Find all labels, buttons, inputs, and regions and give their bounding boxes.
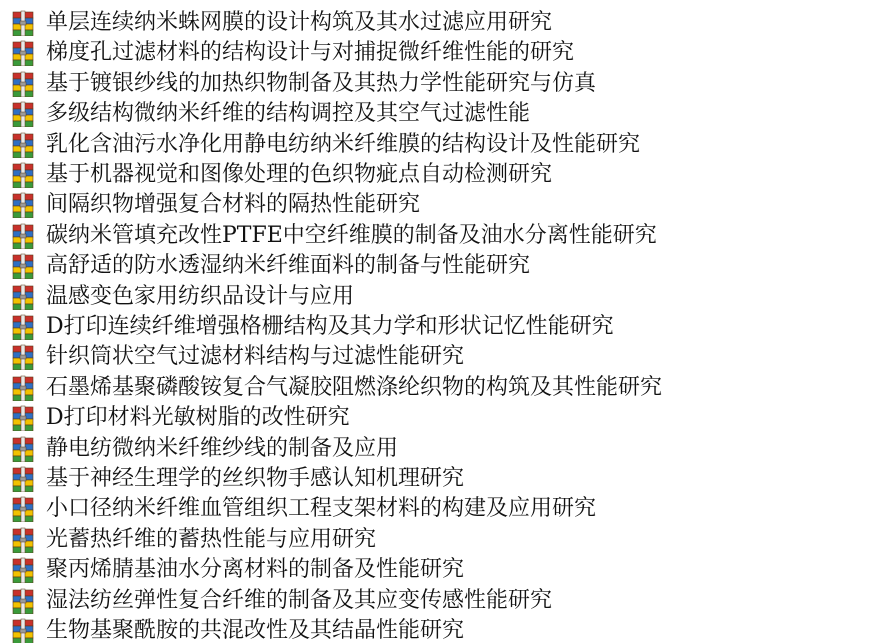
file-name-label: 间隔织物增强复合材料的隔热性能研究 <box>46 192 421 218</box>
file-list-item[interactable] <box>10 99 530 129</box>
file-name-label: 碳纳米管填充改性PTFE中空纤维膜的制备及油水分离性能研究 <box>46 222 657 248</box>
file-name-label: 基于镀银纱线的加热织物制备及其热力学性能研究与仿真 <box>46 70 597 96</box>
file-name-label: 光蓄热纤维的蓄热性能与应用研究 <box>46 526 377 552</box>
file-list-item[interactable] <box>10 38 574 68</box>
rar-archive-icon <box>10 223 36 249</box>
file-name-label: 聚丙烯腈基油水分离材料的制备及性能研究 <box>46 557 465 583</box>
rar-archive-icon <box>10 527 36 553</box>
rar-archive-icon <box>10 405 36 431</box>
file-name-label: 高舒适的防水透湿纳米纤维面料的制备与性能研究 <box>46 253 531 279</box>
rar-archive-icon <box>10 436 36 462</box>
file-name-label: 石墨烯基聚磷酸铵复合气凝胶阻燃涤纶织物的构筑及其性能研究 <box>46 374 663 400</box>
rar-archive-icon <box>10 101 36 127</box>
file-list-item[interactable] <box>10 434 398 464</box>
rar-archive-icon <box>10 466 36 492</box>
file-name-label: 乳化含油污水净化用静电纺纳米纤维膜的结构设计及性能研究 <box>46 131 641 157</box>
file-name-label: D打印连续纤维增强格栅结构及其力学和形状记忆性能研究 <box>46 314 614 339</box>
rar-archive-icon <box>10 253 36 279</box>
rar-archive-icon <box>10 162 36 188</box>
rar-archive-icon <box>10 10 36 36</box>
file-name-label: 静电纺微纳米纤维纱线的制备及应用 <box>46 435 399 461</box>
file-name-label: 梯度孔过滤材料的结构设计与对捕捉微纤维性能的研究 <box>46 40 575 66</box>
rar-archive-icon <box>10 557 36 583</box>
file-name-label: D打印材料光敏树脂的改性研究 <box>46 405 350 431</box>
file-list-item[interactable] <box>10 555 464 585</box>
file-list-item[interactable] <box>10 69 596 99</box>
file-list-item[interactable] <box>10 616 464 643</box>
file-list-item[interactable] <box>10 221 657 251</box>
rar-archive-icon <box>10 40 36 66</box>
file-list-item[interactable] <box>10 130 640 160</box>
file-list-item[interactable] <box>10 342 464 372</box>
rar-archive-icon <box>10 375 36 401</box>
file-list-item[interactable] <box>10 160 552 190</box>
file-list-item[interactable] <box>10 190 420 220</box>
rar-archive-icon <box>10 284 36 310</box>
rar-archive-icon <box>10 344 36 370</box>
file-name-label: 针织筒状空气过滤材料结构与过滤性能研究 <box>46 344 465 370</box>
file-list-item[interactable] <box>10 373 662 403</box>
rar-archive-icon <box>10 588 36 614</box>
rar-archive-icon <box>10 71 36 97</box>
rar-archive-icon <box>10 496 36 522</box>
file-list-item[interactable] <box>10 282 354 312</box>
file-list-item[interactable] <box>10 494 596 524</box>
file-name-label: 基于神经生理学的丝织物手感认知机理研究 <box>46 466 465 491</box>
file-name-label: 生物基聚酰胺的共混改性及其结晶性能研究 <box>46 618 465 643</box>
file-list-item[interactable] <box>10 312 614 342</box>
file-name-label: 湿法纺丝弹性复合纤维的制备及其应变传感性能研究 <box>46 587 553 613</box>
file-list-item[interactable] <box>10 586 552 616</box>
file-list-item[interactable] <box>10 525 376 555</box>
file-list-item[interactable] <box>10 251 530 281</box>
file-name-label: 多级结构微纳米纤维的结构调控及其空气过滤性能 <box>46 101 531 127</box>
file-list-item[interactable] <box>10 403 350 433</box>
file-list-item[interactable] <box>10 464 464 494</box>
file-name-label: 温感变色家用纺织品设计与应用 <box>46 283 355 309</box>
file-list-item[interactable] <box>10 8 552 38</box>
file-name-label: 单层连续纳米蛛网膜的设计构筑及其水过滤应用研究 <box>46 10 553 35</box>
file-name-label: 小口径纳米纤维血管组织工程支架材料的构建及应用研究 <box>46 496 597 522</box>
rar-archive-icon <box>10 192 36 218</box>
file-name-label: 基于机器视觉和图像处理的色织物疵点自动检测研究 <box>46 162 553 187</box>
rar-archive-icon <box>10 132 36 158</box>
rar-archive-icon <box>10 314 36 340</box>
rar-archive-icon <box>10 618 36 643</box>
